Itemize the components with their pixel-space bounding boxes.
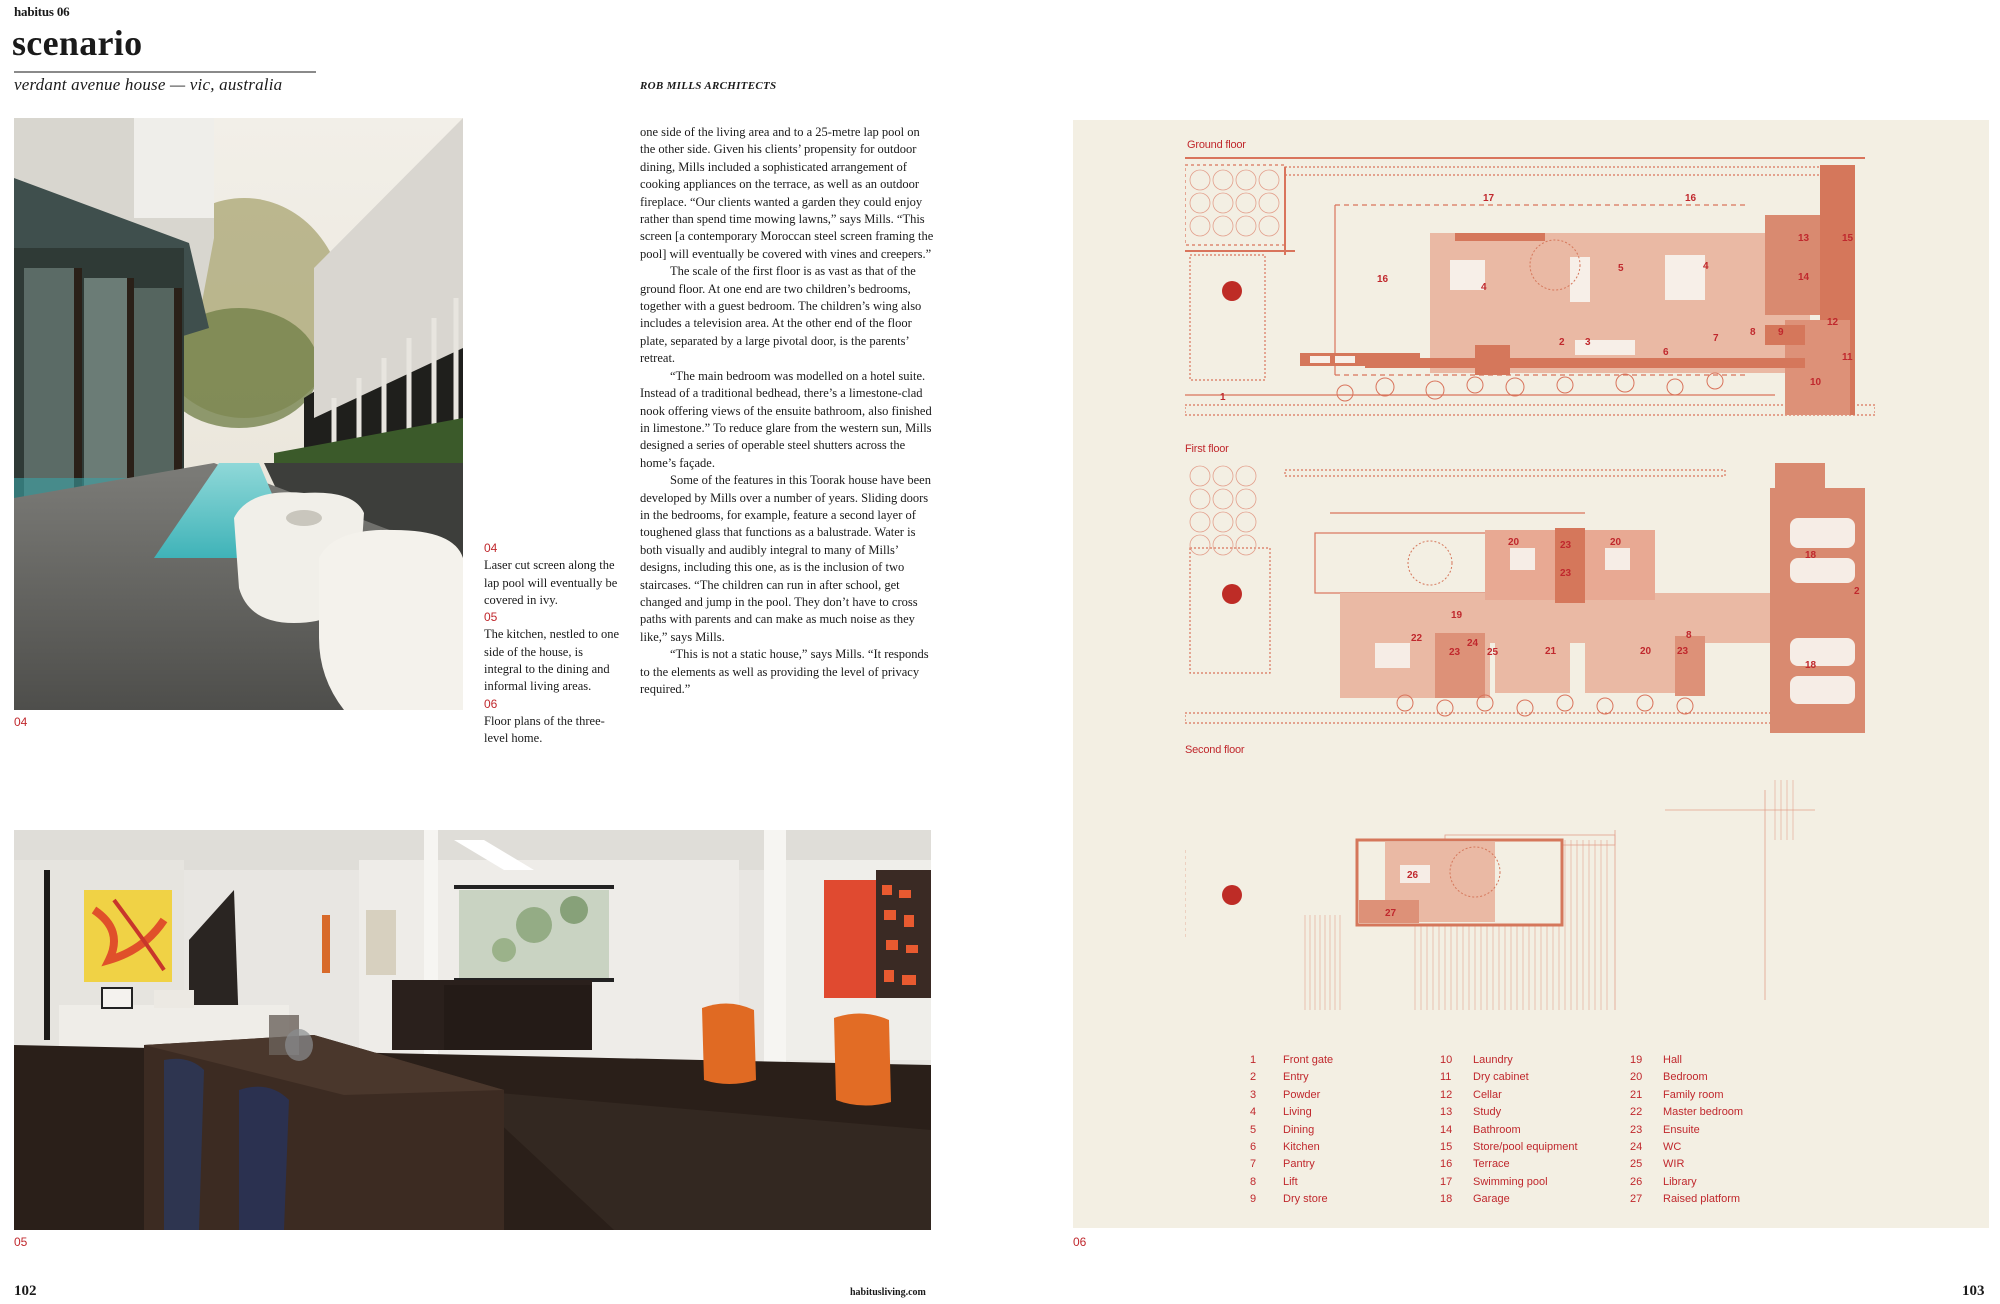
legend-row xyxy=(1250,1089,1333,1106)
first-floor-drawing xyxy=(1185,458,1875,738)
legend-name: Study xyxy=(1473,1106,1502,1119)
legend-name: Store/pool equipment xyxy=(1473,1140,1578,1153)
legend-num: 18 xyxy=(1440,1193,1453,1206)
figure-05-label: 05 xyxy=(14,1235,28,1249)
legend-row xyxy=(1440,1193,1578,1210)
legend-name: Master bedroom xyxy=(1663,1106,1744,1119)
legend-row xyxy=(1250,1106,1333,1123)
legend-row xyxy=(1440,1054,1578,1071)
title-divider xyxy=(14,71,316,73)
legend-num: 25 xyxy=(1630,1158,1643,1171)
legend-row xyxy=(1630,1106,1743,1123)
legend-row xyxy=(1440,1089,1578,1106)
legend-name: Pantry xyxy=(1283,1158,1315,1171)
room-3: 3 xyxy=(1585,337,1591,348)
legend-name: Entry xyxy=(1283,1071,1309,1084)
room-8: 8 xyxy=(1686,630,1692,641)
first-floor-plan xyxy=(1185,458,1875,738)
legend-row xyxy=(1250,1054,1333,1071)
legend-name: Front gate xyxy=(1283,1054,1334,1066)
legend-row xyxy=(1440,1071,1578,1088)
legend-row xyxy=(1440,1158,1578,1175)
legend-num: 2 xyxy=(1250,1071,1257,1084)
architect-credit: ROB MILLS ARCHITECTS xyxy=(640,80,777,92)
legend-name: Dry store xyxy=(1283,1193,1328,1206)
legend-name: Swimming pool xyxy=(1473,1175,1548,1188)
room-11: 11 xyxy=(1842,352,1853,363)
body-paragraph: The scale of the first floor is as vast as that of the ground floor. At one end are two children’s bedrooms, together with a guest bedroom. The children’s wing also includes a television area. At the other end of the floor plate, separated by a large pivotal door, is the parents’ retreat. xyxy=(640,264,922,366)
room-9: 9 xyxy=(1778,327,1784,338)
legend-row xyxy=(1440,1106,1578,1123)
legend-num: 23 xyxy=(1630,1123,1643,1136)
article-subtitle: verdant avenue house — vic, australia xyxy=(14,75,283,94)
legend-num: 26 xyxy=(1630,1175,1643,1188)
legend-row xyxy=(1250,1176,1333,1193)
room-17: 17 xyxy=(1483,193,1495,204)
legend-name: Raised platform xyxy=(1663,1193,1741,1206)
legend-num: 22 xyxy=(1630,1106,1643,1119)
legend-num: 7 xyxy=(1250,1158,1257,1171)
legend-name: Family room xyxy=(1663,1088,1724,1101)
legend-name: Hall xyxy=(1663,1054,1682,1066)
page-number-left: 102 xyxy=(14,1283,37,1299)
room-5: 5 xyxy=(1618,263,1624,274)
room-14: 14 xyxy=(1798,272,1810,283)
room-23d: 23 xyxy=(1677,646,1689,657)
legend-row xyxy=(1440,1176,1578,1193)
legend-num: 24 xyxy=(1630,1140,1643,1153)
legend-row xyxy=(1630,1054,1743,1071)
room-16: 16 xyxy=(1685,193,1697,204)
legend-row xyxy=(1250,1124,1333,1141)
legend-num: 13 xyxy=(1440,1106,1453,1119)
legend-name: WC xyxy=(1663,1140,1682,1153)
legend-row xyxy=(1630,1158,1743,1175)
legend-num: 20 xyxy=(1630,1071,1643,1084)
room-18b: 18 xyxy=(1805,660,1817,671)
second-floor-label: Second floor xyxy=(1185,744,1245,756)
body-paragraph: “The main bedroom was modelled on a hotel suite. Instead of a traditional bedhead, there’s a limestone-clad nook offering views of the ensuite bathroom, also finished in limestone.” To reduce glare from the western sun, Mills designed a series of operable steel shutters across the home’s façade. xyxy=(640,368,932,470)
legend-row xyxy=(1250,1071,1333,1088)
page-number-right: 103 xyxy=(1962,1283,1985,1299)
legend-name: Cellar xyxy=(1473,1088,1502,1101)
room-20c: 20 xyxy=(1640,646,1652,657)
first-floor-label: First floor xyxy=(1185,443,1229,455)
photo-lap-pool xyxy=(14,118,463,710)
legend-name: Ensuite xyxy=(1663,1123,1700,1136)
room-23a: 23 xyxy=(1560,540,1572,551)
body-paragraph: Some of the features in this Toorak house have been developed by Mills over a number of years. Sliding doors in the bedrooms, for example, feature a second layer of toughened glass that functions as a balustrade. Water is both visually and audibly integral to many of Mills’ designs, including this one, as is the inclusion of two staircases. “The children can run in after school, get changed and jump in the pool. They don’t have to cross paths with parents and can make as much noise as they like,” says Mills. xyxy=(640,473,931,644)
legend-row xyxy=(1630,1124,1743,1141)
legend-num: 27 xyxy=(1630,1193,1643,1206)
legend-num: 21 xyxy=(1630,1088,1643,1101)
caption-04-text: Laser cut screen along the lap pool will eventually be covered in ivy. xyxy=(484,558,618,607)
legend-row xyxy=(1630,1193,1743,1210)
room-2: 2 xyxy=(1559,337,1565,348)
legend-name: Powder xyxy=(1283,1088,1321,1101)
room-1: 1 xyxy=(1220,392,1226,403)
legend-row xyxy=(1440,1124,1578,1141)
lap-pool-image xyxy=(14,118,463,710)
ground-floor-plan xyxy=(1185,155,1875,435)
legend-name: Bedroom xyxy=(1663,1071,1708,1084)
legend-num: 6 xyxy=(1250,1140,1257,1153)
legend-num: 5 xyxy=(1250,1123,1257,1136)
legend-name: Kitchen xyxy=(1283,1140,1320,1153)
room-4b: 4 xyxy=(1703,261,1709,272)
legend-name: Dry cabinet xyxy=(1473,1071,1529,1084)
body-paragraph: one side of the living area and to a 25-metre lap pool on the other side. Given his clients’ propensity for outdoor dining, Mills included a sophisticated arrangement of cooking appliances on the terrace, as well as an outdoor fireplace. “Our clients wanted a garden they could enjoy rather than spend time mowing lawns,” says Mills. “This screen [a contemporary Moroccan steel screen framing the pool] will eventually be covered with vines and creepers.” xyxy=(640,125,934,261)
room-7: 7 xyxy=(1713,333,1719,344)
room-27: 27 xyxy=(1385,908,1397,919)
captions xyxy=(484,540,624,748)
room-6: 6 xyxy=(1663,347,1669,358)
legend-row xyxy=(1250,1193,1333,1210)
figure-06-label: 06 xyxy=(1073,1235,1087,1249)
legend-num: 11 xyxy=(1440,1071,1452,1084)
room-20b: 20 xyxy=(1610,537,1622,548)
ground-floor-label: Ground floor xyxy=(1187,139,1246,151)
legend-row xyxy=(1250,1141,1333,1158)
legend-name: WIR xyxy=(1663,1158,1685,1171)
caption-05-text: The kitchen, nestled to one side of the house, is integral to the dining and informal living areas. xyxy=(484,627,620,694)
second-floor-drawing xyxy=(1185,760,1875,1010)
legend-num: 19 xyxy=(1630,1054,1643,1066)
room-4a: 4 xyxy=(1481,282,1487,293)
room-23b: 23 xyxy=(1560,568,1572,579)
article-body xyxy=(640,124,935,698)
ground-floor-drawing xyxy=(1185,155,1875,435)
legend-num: 1 xyxy=(1250,1054,1257,1066)
legend-name: Bathroom xyxy=(1473,1123,1521,1136)
legend-name: Lift xyxy=(1283,1175,1298,1188)
legend-num: 3 xyxy=(1250,1088,1257,1101)
legend-name: Laundry xyxy=(1473,1054,1513,1066)
room-2: 2 xyxy=(1854,586,1860,597)
room-19: 19 xyxy=(1451,610,1463,621)
figure-04-label: 04 xyxy=(14,715,28,729)
room-22: 22 xyxy=(1411,633,1423,644)
legend-column-1 xyxy=(1250,1054,1333,1211)
legend-row xyxy=(1630,1141,1743,1158)
legend-num: 14 xyxy=(1440,1123,1453,1136)
room-10: 10 xyxy=(1810,377,1822,388)
legend-name: Living xyxy=(1283,1106,1312,1119)
caption-06-num: 06 xyxy=(484,696,498,711)
legend-num: 9 xyxy=(1250,1193,1257,1206)
room-18a: 18 xyxy=(1805,550,1817,561)
legend-num: 16 xyxy=(1440,1158,1453,1171)
room-13: 13 xyxy=(1798,233,1810,244)
legend-row xyxy=(1630,1089,1743,1106)
legend-row xyxy=(1630,1176,1743,1193)
legend-name: Garage xyxy=(1473,1193,1510,1206)
room-20a: 20 xyxy=(1508,537,1520,548)
legend-name: Terrace xyxy=(1473,1158,1510,1171)
room-25: 25 xyxy=(1487,647,1499,658)
interior-image xyxy=(14,830,931,1230)
legend-name: Dining xyxy=(1283,1123,1315,1136)
room-21: 21 xyxy=(1545,646,1557,657)
room-26: 26 xyxy=(1407,870,1419,881)
legend-num: 8 xyxy=(1250,1175,1257,1188)
room-8: 8 xyxy=(1750,327,1756,338)
room-15: 15 xyxy=(1842,233,1854,244)
legend-num: 12 xyxy=(1440,1088,1453,1101)
caption-04-num: 04 xyxy=(484,541,498,555)
legend-row xyxy=(1250,1158,1333,1175)
legend-num: 4 xyxy=(1250,1106,1257,1119)
room-23c: 23 xyxy=(1449,647,1461,658)
legend-row xyxy=(1440,1141,1578,1158)
legend-name: Library xyxy=(1663,1175,1697,1188)
body-paragraph: “This is not a static house,” says Mills. “It responds to the elements as well as providing the level of privacy required.” xyxy=(640,647,929,696)
room-24: 24 xyxy=(1467,638,1479,649)
photo-interior-kitchen xyxy=(14,830,931,1230)
room-12: 12 xyxy=(1827,317,1839,328)
legend-column-3 xyxy=(1630,1054,1743,1211)
website-url: habitusliving.com xyxy=(850,1287,926,1298)
issue-label: habitus 06 xyxy=(14,4,70,19)
caption-05-num: 05 xyxy=(484,610,498,625)
second-floor-plan xyxy=(1185,760,1875,1010)
caption-06-text: Floor plans of the three-level home. xyxy=(484,713,605,746)
section-title: scenario xyxy=(12,23,143,63)
legend-num: 17 xyxy=(1440,1175,1453,1188)
legend-num: 10 xyxy=(1440,1054,1453,1066)
legend-row xyxy=(1630,1071,1743,1088)
legend-num: 15 xyxy=(1440,1140,1453,1153)
room-16b: 16 xyxy=(1377,274,1389,285)
legend-column-2 xyxy=(1440,1054,1578,1211)
